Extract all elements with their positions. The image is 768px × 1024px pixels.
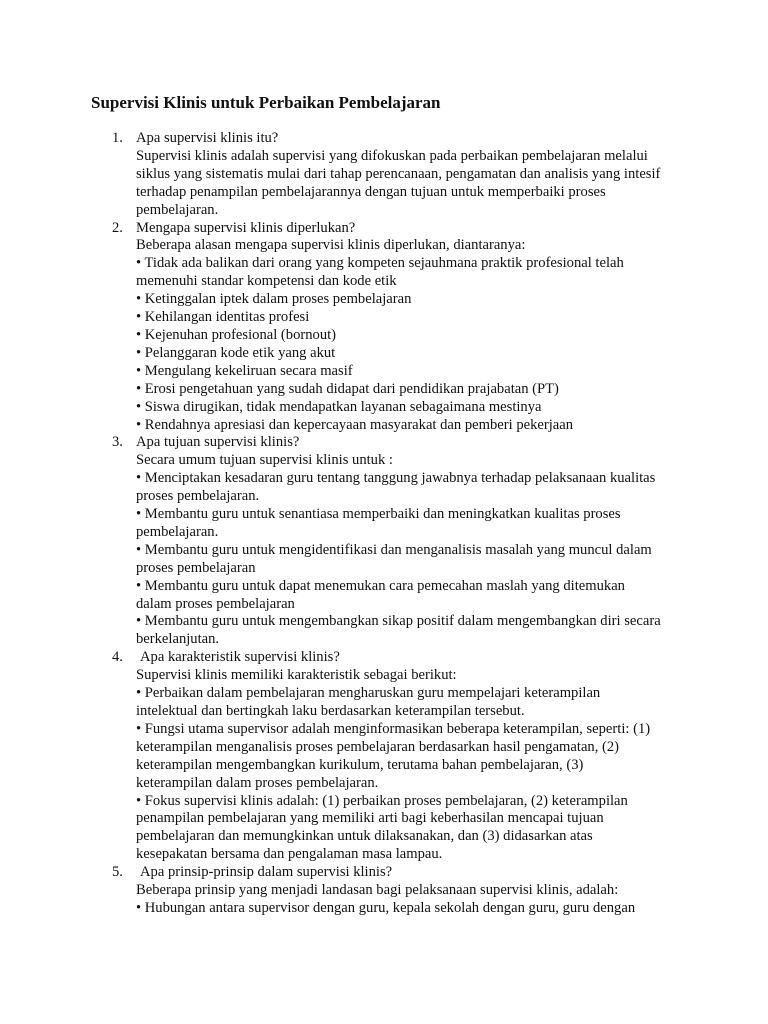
item-text-line: pembelajaran dan memungkinkan untuk dilaksanakan, dan (3) didasarkan atas: [136, 828, 593, 845]
item-text-line: • Pelanggaran kode etik yang akut: [136, 344, 336, 361]
item-question: Apa supervisi klinis itu?: [136, 130, 279, 146]
item-text-line: terhadap penampilan pembelajarannya dengan tujuan untuk memperbaiki proses: [136, 183, 606, 200]
list-item: [0, 649, 676, 864]
item-text-line: pembelajaran.: [136, 523, 219, 540]
item-number: 5.: [112, 864, 123, 881]
item-question: Mengapa supervisi klinis diperlukan?: [136, 219, 356, 236]
item-text-line: • Siswa dirugikan, tidak mendapatkan layanan sebagaimana mestinya: [136, 398, 542, 415]
item-text-line: • Rendahnya apresiasi dan kepercayaan masyarakat dan pemberi pekerjaan: [136, 416, 574, 433]
item-text-line: • Perbaikan dalam pembelajaran mengharuskan guru mempelajari keterampilan: [136, 685, 601, 702]
item-text-line: keterampilan menganalisis proses pembelajaran berdasarkan hasil pengamatan, (2): [136, 738, 620, 755]
item-text-line: • Membantu guru untuk senantiasa memperbaiki dan meningkatkan kualitas proses: [136, 506, 621, 523]
item-text-line: • Fungsi utama supervisor adalah menginformasikan beberapa keterampilan, seperti: (1): [136, 720, 651, 737]
item-text-line: keterampilan mengembangkan kurikulum, terutama bahan pembelajaran, (3): [136, 756, 584, 773]
item-text-line: kesepakatan bersama dan pengalaman masa lampau.: [136, 846, 443, 863]
item-question: Apa karakteristik supervisi klinis?: [140, 649, 340, 666]
item-text-line: • Hubungan antara supervisor dengan guru, kepala sekolah dengan guru, guru dengan: [136, 899, 636, 916]
item-text-line: Supervisi klinis memiliki karakteristik sebagai berikut:: [136, 667, 457, 684]
question-list: [0, 130, 768, 918]
item-text-line: • Menciptakan kesadaran guru tentang tanggung jawabnya terhadap pelaksanaan kualitas: [136, 470, 656, 487]
item-question: Apa tujuan supervisi klinis?: [136, 434, 300, 451]
item-text-line: • Tidak ada balikan dari orang yang kompeten sejauhmana praktik profesional telah: [136, 255, 624, 272]
item-text-line: • Mengulang kekeliruan secara masif: [136, 362, 353, 379]
item-text-line: dalam proses pembelajaran: [136, 595, 295, 612]
item-text-line: • Erosi pengetahuan yang sudah didapat dari pendidikan prajabatan (PT): [136, 380, 559, 397]
item-text-line: Beberapa alasan mengapa supervisi klinis diperlukan, diantaranya:: [136, 237, 526, 254]
item-text-line: penampilan pembelajaran yang memiliki arti bagi keberhasilan mencapai tujuan: [136, 810, 604, 827]
list-item: [0, 130, 676, 220]
item-text-line: • Membantu guru untuk mengembangkan sikap positif dalam mengembangkan diri secara: [136, 613, 661, 630]
item-text-line: • Kehilangan identitas profesi: [136, 309, 310, 326]
item-text-line: • Fokus supervisi klinis adalah: (1) perbaikan proses pembelajaran, (2) keterampilan: [136, 792, 628, 809]
item-text-line: siklus yang sistematis mulai dari tahap perencanaan, pengamatan dan analisis yang intesif: [136, 165, 661, 182]
item-text-line: keterampilan dalam proses pembelajaran.: [136, 774, 379, 791]
item-text-line: pembelajaran.: [136, 201, 219, 218]
list-item: [0, 434, 676, 649]
item-question: Apa prinsip-prinsip dalam supervisi klinis?: [140, 864, 393, 881]
item-text-line: Secara umum tujuan supervisi klinis untuk :: [136, 452, 393, 469]
item-text-line: • Membantu guru untuk mengidentifikasi dan menganalisis masalah yang muncul dalam: [136, 541, 652, 558]
document-title: Supervisi Klinis untuk Perbaikan Pembelajaran: [91, 93, 441, 112]
list-item: [0, 220, 676, 435]
item-text-line: memenuhi standar kompetensi dan kode etik: [136, 273, 397, 290]
item-text-line: intelektual dan bertingkah laku berdasarkan keterampilan tersebut.: [136, 703, 525, 719]
item-text-line: • Ketinggalan iptek dalam proses pembelajaran: [136, 291, 412, 308]
item-text-line: proses pembelajaran.: [136, 488, 260, 505]
item-number: 3.: [112, 434, 123, 451]
item-text-line: Beberapa prinsip yang menjadi landasan bagi pelaksanaan supervisi klinis, adalah:: [136, 882, 619, 899]
list-item: [0, 864, 676, 918]
item-text-line: berkelanjutan.: [136, 631, 220, 648]
item-text-line: Supervisi klinis adalah supervisi yang difokuskan pada perbaikan pembelajaran melalui: [136, 147, 648, 164]
item-number: 4.: [112, 649, 123, 666]
item-text-line: • Kejenuhan profesional (bornout): [136, 326, 337, 343]
item-number: 1.: [112, 130, 123, 146]
item-number: 2.: [112, 219, 123, 236]
item-text-line: proses pembelajaran: [136, 559, 256, 576]
item-text-line: • Membantu guru untuk dapat menemukan cara pemecahan maslah yang ditemukan: [136, 577, 625, 594]
